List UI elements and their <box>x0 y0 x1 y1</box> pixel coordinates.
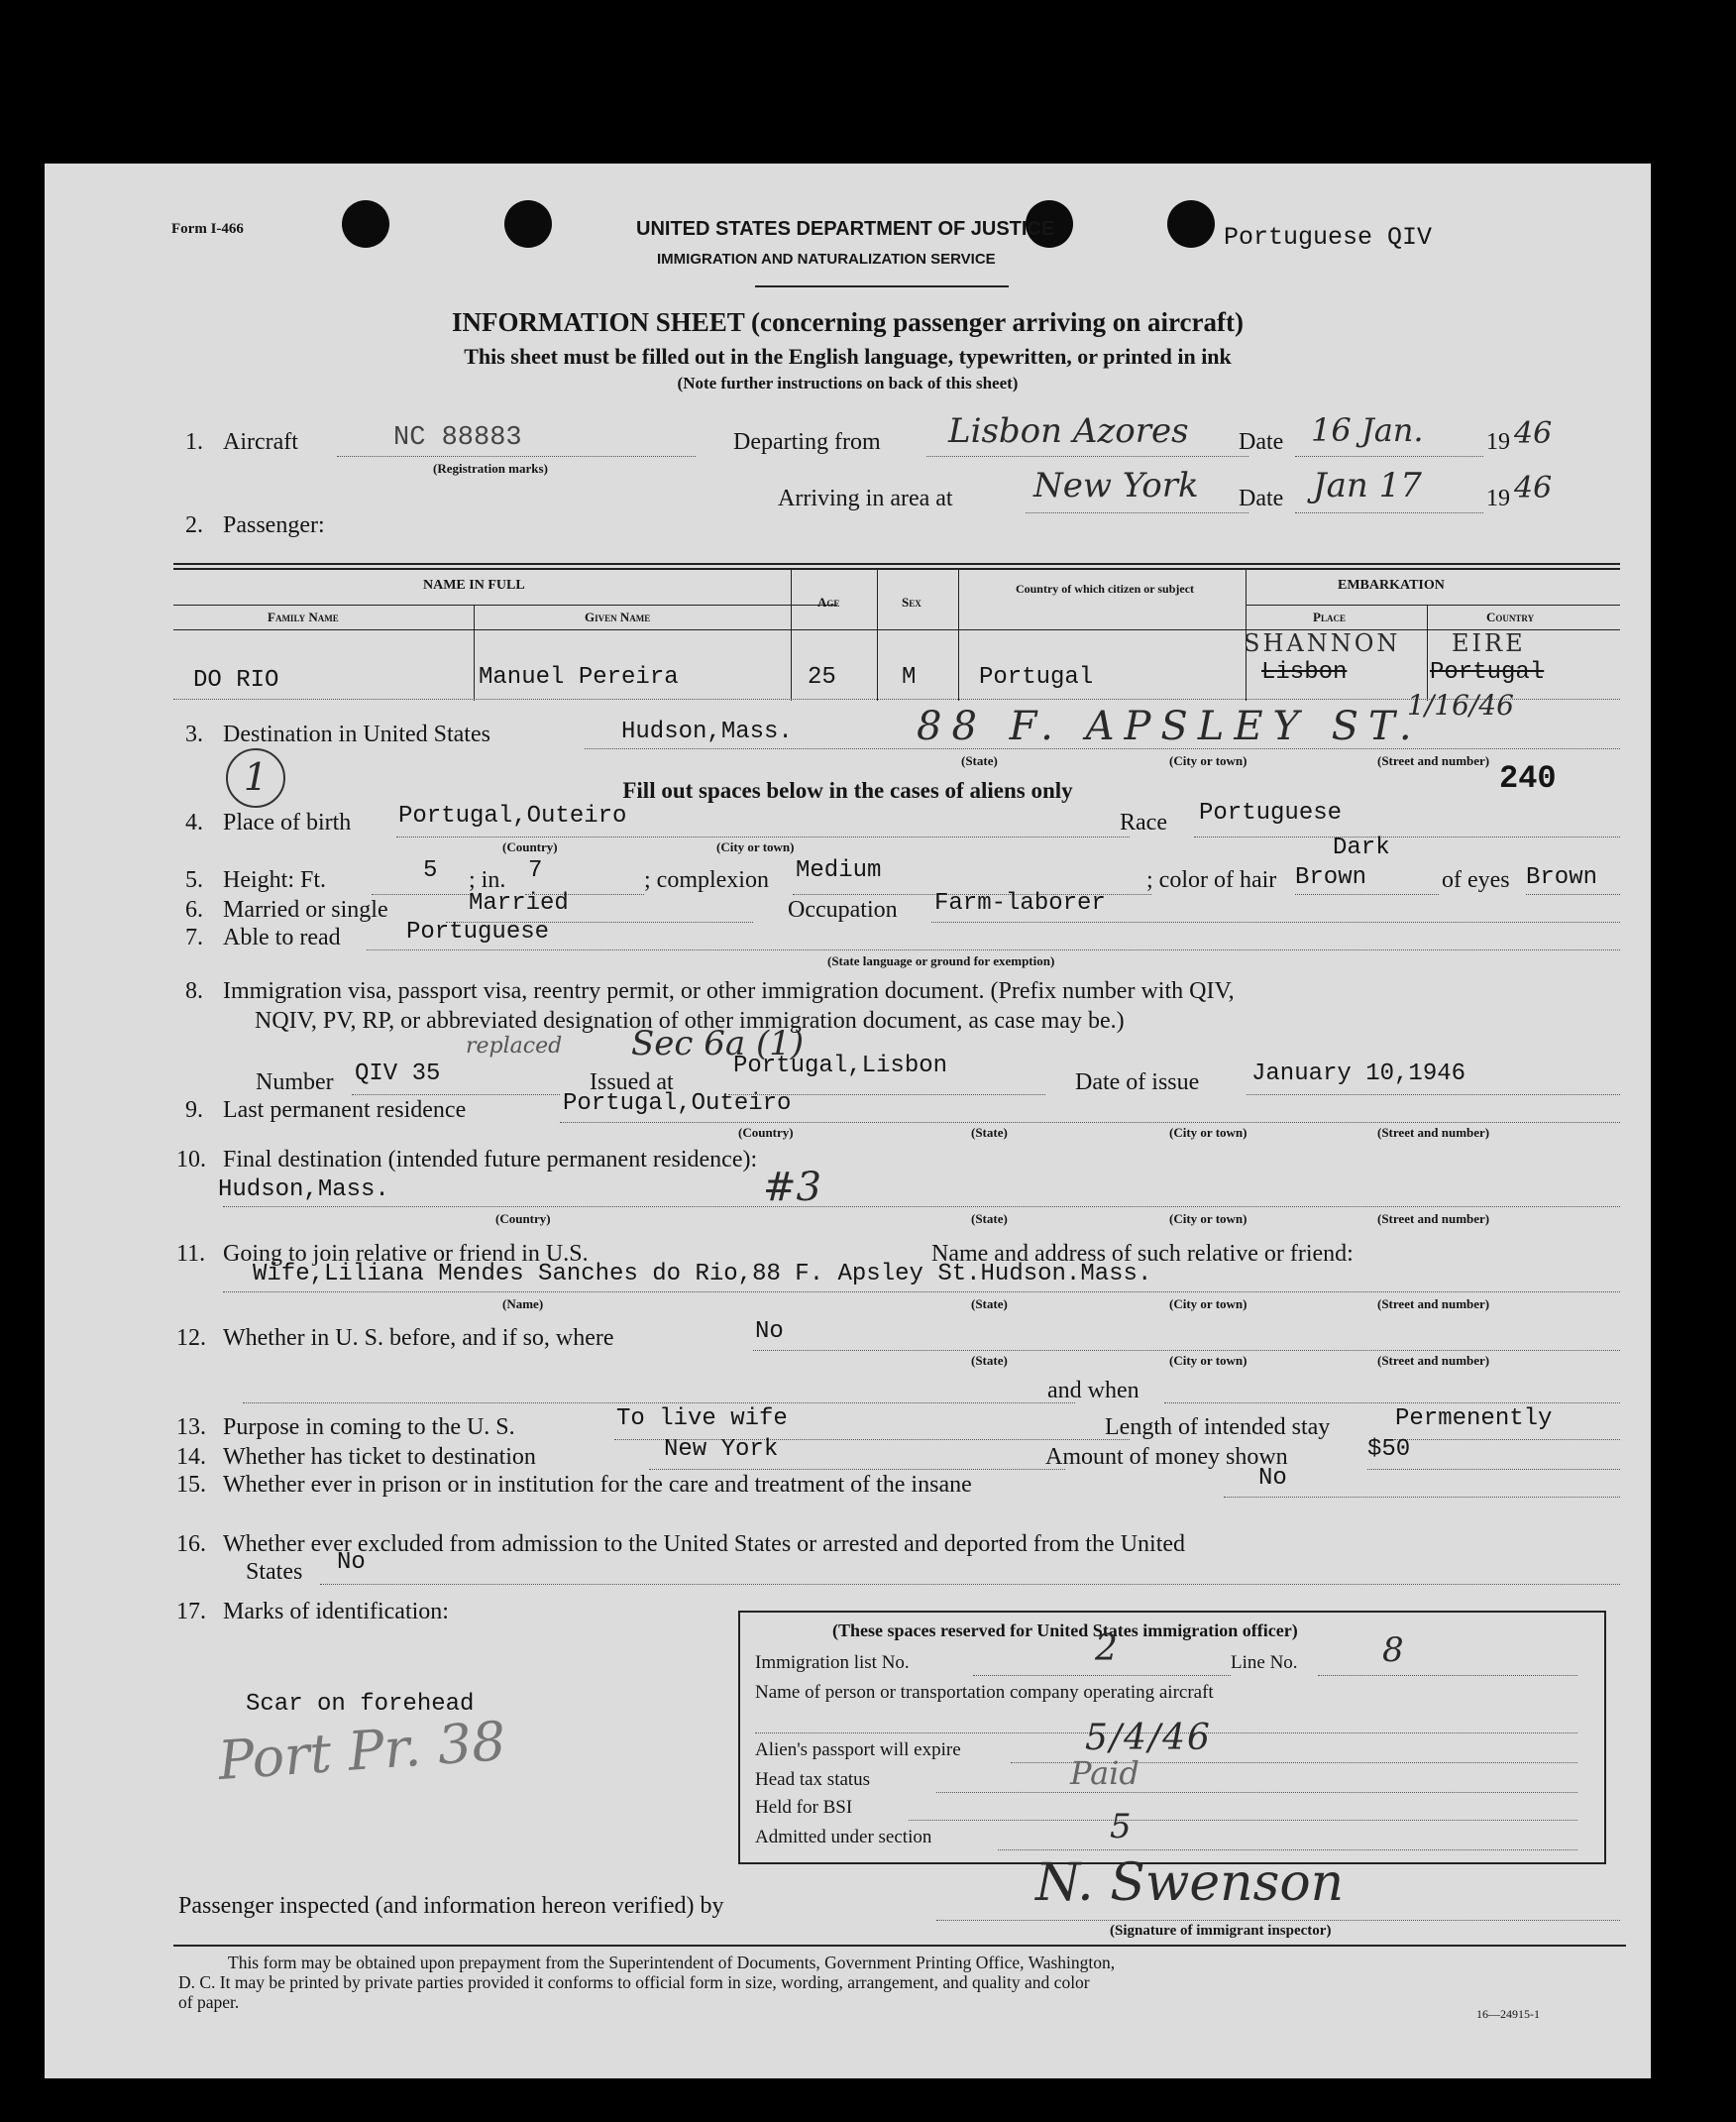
prison-label: Whether ever in prison or in institution for the care and treatment of the insane <box>223 1472 972 1498</box>
place-of-birth-label: Place of birth <box>223 810 352 836</box>
country-caption: (Country) <box>738 1125 794 1140</box>
item-number: 9. <box>185 1097 203 1123</box>
marital-status-label: Married or single <box>223 897 388 923</box>
relative-line <box>223 1291 1620 1292</box>
footer-line-2: D. C. It may be printed by private parties provided it conforms to official form in size, wording, arrangement, and quality and color <box>178 1972 1090 1992</box>
header-rule <box>755 285 1009 287</box>
race-line <box>1194 837 1620 838</box>
held-for-bsi-line <box>909 1820 1577 1821</box>
occupation-value: Farm-laborer <box>934 890 1106 917</box>
final-destination-line <box>223 1206 1620 1207</box>
family-name-value: DO RIO <box>193 667 279 694</box>
line-number-value: 8 <box>1382 1630 1404 1670</box>
able-to-read-value: Portuguese <box>406 919 550 946</box>
place-of-birth-value: Portugal,Outeiro <box>398 803 627 830</box>
item-number: 7. <box>185 925 203 950</box>
final-destination-label: Final destination (intended future permanent residence): <box>223 1147 758 1173</box>
document-number-value: QIV 35 <box>355 1061 441 1087</box>
immigration-document-instructions-2: NQIV, PV, RP, or abbreviated designation of other immigration document, as case may be.) <box>255 1008 1125 1034</box>
footer-line-1: This form may be obtained upon prepayment from the Superintendent of Documents, Government Printing Office, Washington, <box>228 1953 1116 1972</box>
given-name-header: Given Name <box>585 610 651 624</box>
relative-name-address-label: Name and address of such relative or friend: <box>931 1241 1354 1267</box>
aircraft-label: Aircraft <box>223 429 298 455</box>
embark-country-typed: Portugal <box>1430 659 1545 686</box>
state-caption: (State) <box>971 1211 1008 1226</box>
item-number: 14. <box>176 1444 206 1470</box>
previous-visit-line <box>753 1350 1620 1351</box>
street-caption: (Street and number) <box>1377 1296 1490 1311</box>
form-number: Form I-466 <box>171 221 244 237</box>
departing-value: Lisbon Azores <box>948 411 1189 451</box>
admitted-section-line <box>998 1849 1577 1850</box>
departure-date-line <box>1295 456 1483 457</box>
state-caption: (State) <box>961 753 998 768</box>
final-destination-value: Hudson,Mass. <box>218 1176 389 1203</box>
visa-stamp: Portuguese QIV <box>1224 223 1433 252</box>
sex-value: M <box>902 664 917 691</box>
state-caption: (State) <box>971 1125 1008 1140</box>
immigration-list-value: 2 <box>1095 1628 1118 1669</box>
item-number: 6. <box>185 897 203 923</box>
item-number: 2. <box>185 512 203 538</box>
height-feet-line <box>372 894 471 895</box>
head-tax-label: Head tax status <box>755 1769 871 1790</box>
operator-label: Name of person or transportation company operating aircraft <box>755 1682 1214 1703</box>
punch-hole <box>342 200 389 248</box>
departure-date-label: Date <box>1239 429 1284 455</box>
embark-place-header: Place <box>1313 610 1346 624</box>
information-sheet-form <box>45 164 1651 2078</box>
city-caption: (City or town) <box>1169 1211 1248 1226</box>
join-relative-label: Going to join relative or friend in U.S. <box>223 1241 589 1267</box>
country-caption: (Country) <box>495 1211 551 1226</box>
eye-color-value: Brown <box>1526 864 1598 891</box>
arriving-line <box>1026 512 1248 513</box>
able-to-read-label: Able to read <box>223 925 341 950</box>
city-caption: (City or town) <box>716 839 795 854</box>
replaced-note: replaced <box>466 1034 563 1059</box>
relative-value: Wife,Liliana Mendes Sanches do Rio,88 F. Apsley St.Hudson.Mass. <box>253 1261 1152 1287</box>
departing-line <box>926 456 1248 457</box>
aircraft-line <box>337 456 696 457</box>
line-number-label: Line No. <box>1231 1652 1298 1673</box>
city-caption: (City or town) <box>1169 753 1248 768</box>
embark-place-handwritten: SHANNON <box>1244 629 1401 657</box>
arrival-year: 46 <box>1514 471 1553 505</box>
form-title: INFORMATION SHEET (concerning passenger arriving on aircraft) <box>452 307 1244 337</box>
issued-at-value: Portugal,Lisbon <box>733 1053 948 1079</box>
document-number-label: Number <box>256 1069 334 1095</box>
height-feet-value: 5 <box>423 857 438 884</box>
stay-length-value: Permenently <box>1395 1405 1553 1432</box>
aliens-only-header: Fill out spaces below in the cases of aliens only <box>622 778 1073 803</box>
previous-visit-line-2 <box>243 1402 1075 1403</box>
footer-rule <box>173 1945 1626 1947</box>
previous-visit-label: Whether in U. S. before, and if so, where <box>223 1325 614 1351</box>
money-line <box>1367 1469 1620 1470</box>
item-number: 10. <box>176 1147 206 1173</box>
admitted-section-label: Admitted under section <box>755 1827 932 1847</box>
eye-color-line <box>1526 894 1620 895</box>
passport-expiry-value: 5/4/46 <box>1085 1718 1212 1758</box>
family-name-header: Family Name <box>268 610 339 624</box>
name-in-full-header: NAME IN FULL <box>423 578 525 593</box>
departing-label: Departing from <box>733 429 881 455</box>
state-caption: (State) <box>971 1296 1008 1311</box>
age-value: 25 <box>808 664 836 691</box>
service-name: IMMIGRATION AND NATURALIZATION SERVICE <box>657 251 996 268</box>
held-for-bsi-label: Held for BSI <box>755 1797 853 1818</box>
place-of-birth-line <box>396 837 1130 838</box>
departure-year: 46 <box>1514 416 1553 451</box>
item-number: 15. <box>176 1472 206 1498</box>
form-code: 16—24915-1 <box>1476 2007 1540 2021</box>
final-destination-note: #3 <box>763 1165 821 1210</box>
issued-at-label: Issued at <box>590 1069 674 1095</box>
given-name-value: Manuel Pereira <box>479 664 679 691</box>
last-residence-value: Portugal,Outeiro <box>563 1090 792 1117</box>
height-label: Height: Ft. <box>223 867 327 893</box>
signature-caption: (Signature of immigrant inspector) <box>1110 1923 1332 1939</box>
last-residence-label: Last permanent residence <box>223 1097 467 1123</box>
immigration-list-line <box>973 1675 1231 1676</box>
line-number-line <box>1318 1675 1577 1676</box>
item-number: 3. <box>185 722 203 747</box>
name-caption: (Name) <box>502 1296 544 1311</box>
number-mark: 240 <box>1499 760 1557 797</box>
footer-line-3: of paper. <box>178 1992 240 2012</box>
race-value: Portuguese <box>1199 800 1343 827</box>
item-number: 1. <box>185 429 203 455</box>
embarkation-header: EMBARKATION <box>1338 578 1445 593</box>
departure-year-prefix: 19 <box>1486 429 1510 455</box>
state-caption: (State) <box>971 1353 1008 1368</box>
money-label: Amount of money shown <box>1045 1444 1288 1470</box>
registration-caption: (Registration marks) <box>433 461 548 476</box>
ticket-label: Whether has ticket to destination <box>223 1444 536 1470</box>
when-line <box>1164 1402 1620 1403</box>
hair-color-top: Dark <box>1333 835 1390 861</box>
passenger-label: Passenger: <box>223 512 325 538</box>
item-number: 16. <box>176 1531 206 1557</box>
section-note: Sec 6a (1) <box>631 1024 805 1063</box>
department-name: UNITED STATES DEPARTMENT OF JUSTICE <box>636 218 1055 240</box>
excluded-label-2: States <box>246 1559 303 1585</box>
immigration-document-instructions: Immigration visa, passport visa, reentry permit, or other immigration document. (Prefix number with QIV, <box>223 978 1235 1004</box>
item-number: 17. <box>176 1599 206 1624</box>
item-number: 12. <box>176 1325 206 1351</box>
port-page-note: Port Pr. 38 <box>216 1709 508 1793</box>
inspection-label: Passenger inspected (and information hereon verified) by <box>178 1893 724 1919</box>
stay-length-line <box>1394 1439 1620 1440</box>
money-value: $50 <box>1367 1436 1411 1463</box>
sex-header: Sex <box>902 595 922 610</box>
age-header: Age <box>817 595 840 610</box>
destination-street-handwritten: 88 F. APSLEY ST. <box>917 704 1422 749</box>
when-label: and when <box>1047 1378 1139 1403</box>
item-number: 4. <box>185 810 203 836</box>
ticket-line <box>649 1469 1065 1470</box>
city-caption: (City or town) <box>1169 1125 1248 1140</box>
height-inches-label: ; in. <box>469 867 506 893</box>
item-number: 13. <box>176 1414 206 1440</box>
last-residence-line <box>560 1122 1620 1123</box>
city-caption: (City or town) <box>1169 1353 1248 1368</box>
hair-color-label: ; color of hair <box>1146 867 1277 893</box>
street-caption: (Street and number) <box>1377 1211 1490 1226</box>
head-tax-value: Paid <box>1070 1754 1139 1792</box>
date-of-issue-line <box>1247 1094 1620 1095</box>
arrival-date-line <box>1295 512 1483 513</box>
arrival-date-value: Jan 17 <box>1313 466 1422 505</box>
citizen-country-value: Portugal <box>979 664 1094 691</box>
citizen-country-header: Country of which citizen or subject <box>1015 582 1195 596</box>
arriving-value: New York <box>1033 466 1199 505</box>
passport-expiry-label: Alien's passport will expire <box>755 1739 961 1760</box>
complexion-label: ; complexion <box>644 867 769 893</box>
hair-color-line <box>1295 894 1439 895</box>
circled-mark: 1 <box>226 748 285 808</box>
aircraft-value: NC 88883 <box>393 423 522 453</box>
signature-line <box>936 1920 1620 1921</box>
punch-hole <box>1167 200 1215 248</box>
language-caption: (State language or ground for exemption) <box>827 953 1055 968</box>
embark-country-header: Country <box>1486 610 1535 624</box>
item-number: 8. <box>185 978 203 1004</box>
head-tax-line <box>936 1792 1577 1793</box>
able-to-read-line <box>367 949 1620 950</box>
item-number: 11. <box>176 1241 206 1267</box>
occupation-label: Occupation <box>788 897 898 923</box>
race-label: Race <box>1120 810 1167 836</box>
eye-color-label: of eyes <box>1442 867 1510 893</box>
purpose-value: To live wife <box>616 1405 788 1432</box>
embark-date-note: 1/16/46 <box>1407 689 1514 722</box>
admitted-section-value: 5 <box>1110 1807 1132 1846</box>
identification-marks-value: Scar on forehead <box>246 1691 475 1718</box>
previous-visit-value: No <box>755 1318 784 1345</box>
identification-marks-label: Marks of identification: <box>223 1599 449 1624</box>
form-note: (Note further instructions on back of this sheet) <box>677 374 1019 392</box>
arrival-date-label: Date <box>1239 486 1284 511</box>
street-caption: (Street and number) <box>1377 1353 1490 1368</box>
arrival-year-prefix: 19 <box>1486 486 1510 511</box>
height-inches-value: 7 <box>528 857 543 884</box>
marital-status-value: Married <box>469 890 569 917</box>
destination-label: Destination in United States <box>223 722 490 747</box>
immigration-list-label: Immigration list No. <box>755 1652 910 1673</box>
form-subtitle: This sheet must be filled out in the English language, typewritten, or printed in ink <box>464 344 1232 369</box>
item-number: 5. <box>185 867 203 893</box>
hair-color-value: Brown <box>1295 864 1367 891</box>
street-caption: (Street and number) <box>1377 1125 1490 1140</box>
country-caption: (Country) <box>502 839 558 854</box>
excluded-label: Whether ever excluded from admission to the United States or arrested and deported from the United <box>223 1531 1186 1557</box>
arriving-label: Arriving in area at <box>778 486 953 511</box>
punch-hole <box>504 200 552 248</box>
departure-date-value: 16 Jan. <box>1311 411 1424 449</box>
document-number-line <box>352 1094 560 1095</box>
ticket-value: New York <box>664 1436 779 1463</box>
destination-typed: Hudson,Mass. <box>621 719 793 745</box>
date-of-issue-label: Date of issue <box>1075 1069 1200 1095</box>
embark-country-handwritten: EIRE <box>1452 629 1526 657</box>
prison-value: No <box>1258 1465 1287 1492</box>
excluded-line <box>320 1584 1620 1585</box>
inspector-signature: N. Swenson <box>1035 1853 1345 1913</box>
date-of-issue-value: January 10,1946 <box>1251 1061 1466 1087</box>
complexion-value: Medium <box>796 857 882 884</box>
stay-length-label: Length of intended stay <box>1105 1414 1331 1440</box>
excluded-value: No <box>337 1549 366 1576</box>
embark-place-typed: Lisbon <box>1261 659 1348 686</box>
purpose-label: Purpose in coming to the U. S. <box>223 1414 515 1440</box>
officer-box-title: (These spaces reserved for United States immigration officer) <box>832 1620 1298 1640</box>
street-caption: (Street and number) <box>1377 753 1490 768</box>
occupation-line <box>931 922 1620 923</box>
prison-line <box>1224 1497 1620 1498</box>
city-caption: (City or town) <box>1169 1296 1248 1311</box>
